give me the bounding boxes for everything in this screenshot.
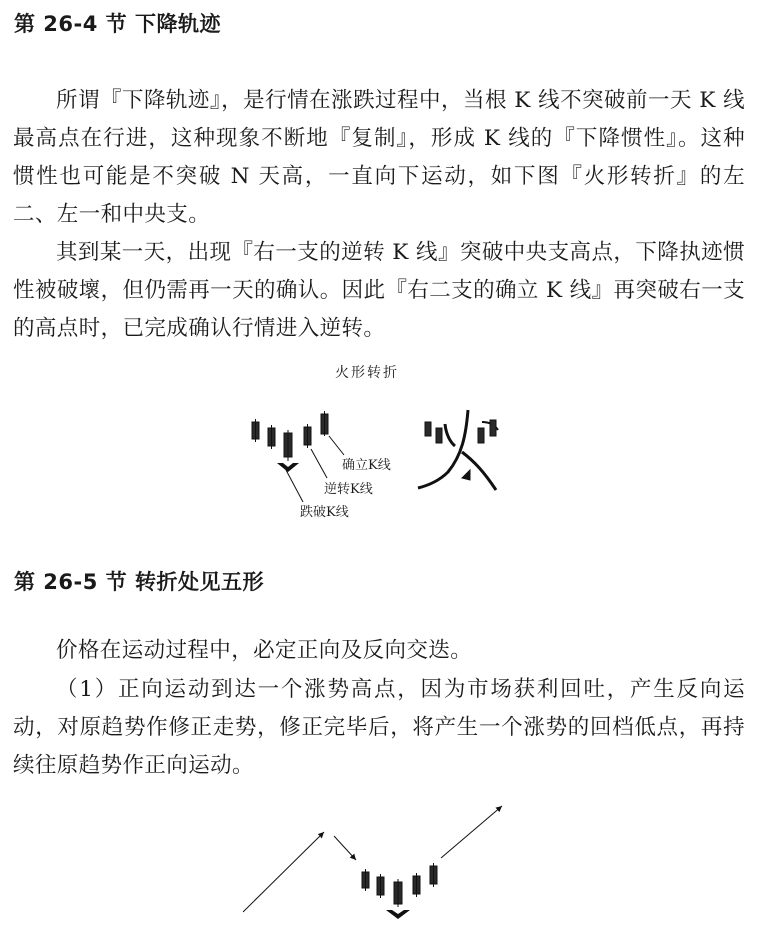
v-base-shape <box>277 463 299 472</box>
paragraph-trend-correction: （1）正向运动到达一个涨势高点，因为市场获利回吐，产生反向运动，对原趋势作修正走势，修正完毕后，将产生一个涨势的回档低点，再持续往原趋势作正向运动。 <box>13 677 745 778</box>
label-confirm-kline: 确立K线 <box>342 458 391 473</box>
correction-arrow <box>334 836 356 860</box>
label-reverse-kline: 逆转K线 <box>324 482 373 497</box>
figure-fire-turn-title: 火形转折 <box>335 365 399 381</box>
paragraph-descending-trajectory-definition: 所谓『下降轨迹』，是行情在涨跌过程中，当根 K 线不突破前一天 K 线最高点在行进，这种现象不断地『复制』，形成 K 线的『下降惯性』。这种惯性也可能是不突破 N 天高，一直向下运动，如下图『火形转折』的左二、左一和中央支。 <box>13 88 745 227</box>
figure-correction-diagram <box>0 800 758 930</box>
leader-reverse <box>311 449 327 478</box>
leader-confirm <box>329 436 344 455</box>
label-break-kline: 跌破K线 <box>300 505 349 520</box>
paragraph-reversal-confirmation: 其到某一天，出现『右一支的逆转 K 线』突破中央支高点，下降执迹惯性被破壞，但仍需再一天的确认。因此『右二支的确立 K 线』再突破右一支的高点时，已完成确认行情进入逆转。 <box>13 240 745 341</box>
uptrend-arrow-left <box>243 832 324 912</box>
section-heading-26-4: 第 26-4 节 下降轨迹 <box>14 12 221 36</box>
correction-base-shape <box>386 910 410 919</box>
leader-break <box>286 470 303 502</box>
paragraph-price-alternation: 价格在运动过程中，必定正向及反向交迭。 <box>56 638 473 663</box>
uptrend-arrow-right <box>441 806 502 858</box>
section-heading-26-5: 第 26-5 节 转折处见五形 <box>14 570 264 594</box>
